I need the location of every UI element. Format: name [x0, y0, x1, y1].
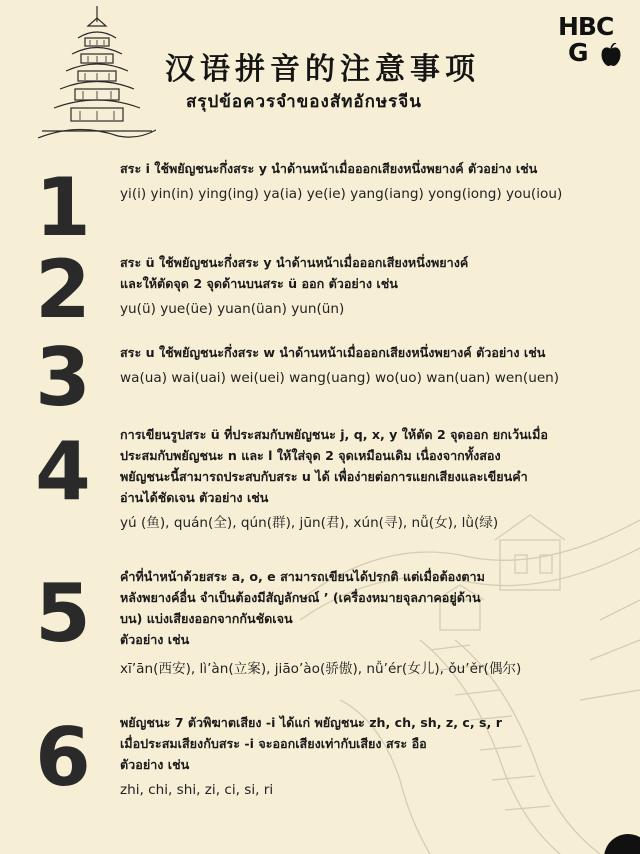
logo-line1: HBC [558, 12, 614, 41]
rule-text: พยัญชนะ 7 ตัวพิฆาตเสียง -i ได้แก่ พยัญชนะ zh, ch, sh, z, c, s, r [120, 715, 502, 730]
rule-text: บน) แบ่งเสียงออกจากกันชัดเจน [120, 611, 293, 626]
rule-example: yú (鱼), quán(全), qún(群), jūn(君), xún(寻), nǚ(女), lǜ(绿) [120, 515, 499, 531]
rule-text: เมื่อประสมเสียงกับสระ -i จะออกเสียงเท่ากับเสียง สระ อือ [120, 736, 427, 751]
hbc-go-logo [558, 14, 626, 74]
rule-6 [120, 712, 634, 801]
page-corner-mark [566, 828, 640, 854]
logo-line2: G [568, 38, 589, 67]
rule-number-5: 5 [35, 567, 91, 660]
page-title: 汉语拼音的注意事项 [165, 52, 480, 87]
rule-text: และให้ตัดจุด 2 จุดด้านบนสระ ü ออก ตัวอย่าง เช่น [120, 276, 398, 291]
rule-example: xī’ān(西安), lì’àn(立案), jiāo’ào(骄傲), nǚ’ér(女儿), ǒu’ěr(偶尔) [120, 661, 522, 677]
rule-text: สระ u ใช้พยัญชนะกึ่งสระ w นำด้านหน้าเมื่อออกเสียงหนึ่งพยางค์ ตัวอย่าง เช่น [120, 345, 546, 360]
rule-number-6: 6 [35, 711, 91, 804]
rule-example: yi(i) yin(in) ying(ing) ya(ia) ye(ie) yang(iang) yong(iong) you(iou) [120, 186, 563, 202]
rule-text: ตัวอย่าง เช่น [120, 757, 190, 772]
rule-text: การเขียนรูปสระ ü ที่ประสมกับพยัญชนะ j, q, x, y ให้ตัด 2 จุดออก ยกเว้นเมื่อ [120, 427, 548, 442]
rule-1 [120, 158, 634, 205]
rule-number-1: 1 [35, 161, 91, 254]
rule-number-3: 3 [35, 331, 91, 424]
rule-text: ตัวอย่าง เช่น [120, 632, 190, 647]
rule-text: สระ i ใช้พยัญชนะกึ่งสระ y นำด้านหน้าเมื่อออกเสียงหนึ่งพยางค์ ตัวอย่าง เช่น [120, 161, 538, 176]
rule-example: wa(ua) wai(uai) wei(uei) wang(uang) wo(uo) wan(uan) wen(uen) [120, 370, 560, 386]
rule-5 [120, 566, 634, 680]
rule-example: zhi, chi, shi, zi, ci, si, ri [120, 782, 274, 798]
rule-text: อ่านได้ชัดเจน ตัวอย่าง เช่น [120, 490, 269, 505]
rule-text: คำที่นำหน้าด้วยสระ a, o, e สามารถเขียนได้ปรกติ แต่เมื่อต้องตาม [120, 569, 485, 584]
rule-example: yu(ü) yue(üe) yuan(üan) yun(ün) [120, 301, 345, 317]
rule-text: สระ ü ใช้พยัญชนะกึ่งสระ y นำด้านหน้าเมื่อออกเสียงหนึ่งพยางค์ [120, 255, 469, 270]
rule-number-4: 4 [35, 425, 91, 518]
pagoda-illustration [38, 4, 156, 144]
rule-text: หลังพยางค์อื่น จำเป็นต้องมีสัญลักษณ์ ’ (เครื่องหมายจุลภาคอยู่ด้าน [120, 590, 481, 605]
rule-3 [120, 342, 634, 389]
page-subtitle: สรุปข้อควรจำของสัทอักษรจีน [186, 92, 422, 112]
rule-4 [120, 424, 634, 534]
rule-text: พยัญชนะนี้สามารถประสบกับสระ u ได้ เพื่อง่ายต่อการแยกเสียงและเขียนคำ [120, 469, 528, 484]
apple-icon [600, 43, 622, 67]
rule-text: ประสมกับพยัญชนะ n และ l ให้ใส่จุด 2 จุดเหมือนเดิม เนื่องจากทั้งสอง [120, 448, 501, 463]
rule-number-2: 2 [35, 243, 91, 336]
rule-2 [120, 252, 634, 320]
